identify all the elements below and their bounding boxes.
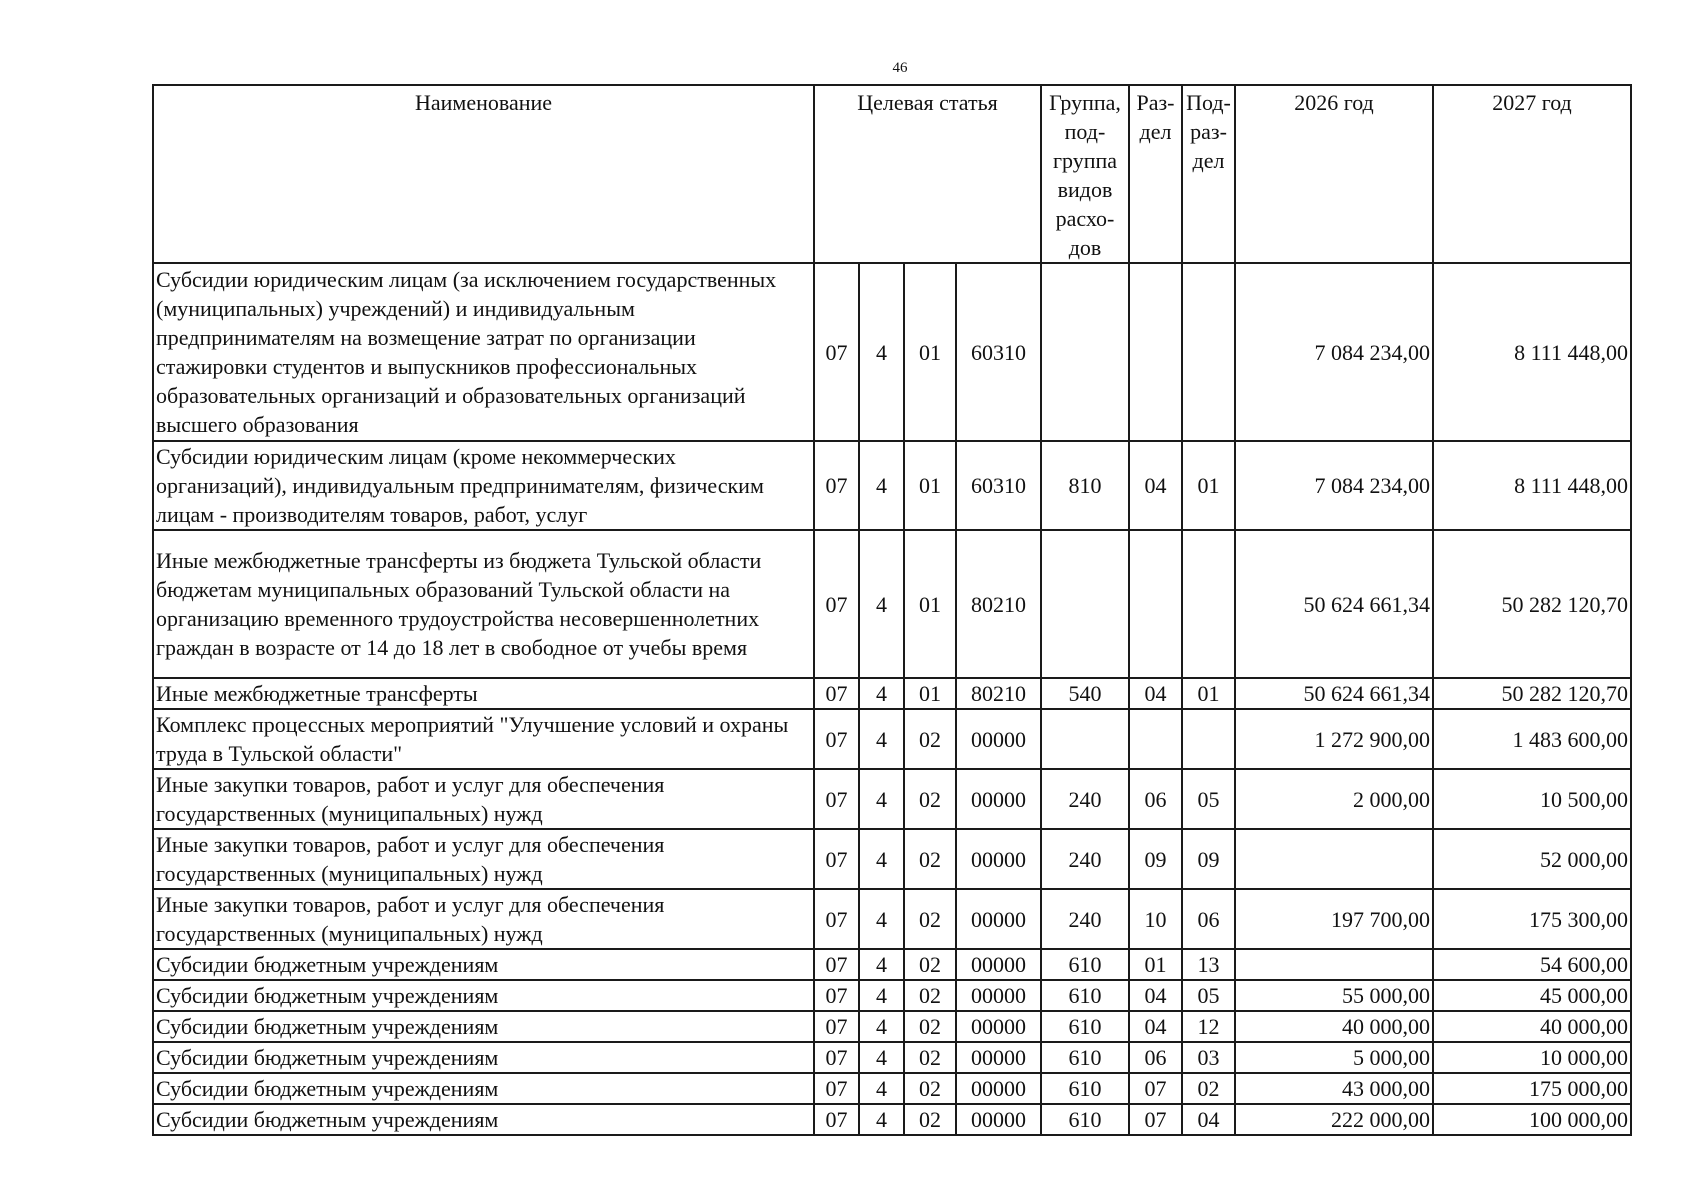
expense-group-cell: 610	[1041, 949, 1129, 980]
target-code-4: 00000	[956, 1104, 1041, 1135]
header-year-2026: 2026 год	[1235, 85, 1433, 263]
amount-2026	[1235, 829, 1433, 889]
target-code-2: 4	[859, 441, 904, 530]
target-code-3: 01	[904, 530, 956, 678]
target-code-1: 07	[814, 709, 859, 769]
row-name: Субсидии бюджетным учреждениям	[153, 1011, 814, 1042]
expense-group-cell: 610	[1041, 1073, 1129, 1104]
header-year-2027: 2027 год	[1433, 85, 1631, 263]
section-cell	[1129, 709, 1182, 769]
table-row	[153, 829, 1631, 889]
row-name: Иные закупки товаров, работ и услуг для обеспечения государственных (муниципальных) нужд	[153, 889, 814, 949]
expense-group-cell: 810	[1041, 441, 1129, 530]
subsection-cell: 03	[1182, 1042, 1235, 1073]
subsection-cell: 05	[1182, 769, 1235, 829]
target-code-3: 02	[904, 709, 956, 769]
subsection-cell: 01	[1182, 678, 1235, 709]
expense-group-cell: 240	[1041, 829, 1129, 889]
expense-group-cell: 610	[1041, 1042, 1129, 1073]
table-row	[153, 1073, 1631, 1104]
table-row	[153, 1011, 1631, 1042]
target-code-1: 07	[814, 769, 859, 829]
section-cell	[1129, 263, 1182, 441]
target-code-1: 07	[814, 678, 859, 709]
amount-2026: 50 624 661,34	[1235, 530, 1433, 678]
target-code-4: 00000	[956, 980, 1041, 1011]
amount-2027: 40 000,00	[1433, 1011, 1631, 1042]
amount-2027: 52 000,00	[1433, 829, 1631, 889]
target-code-1: 07	[814, 980, 859, 1011]
section-cell: 04	[1129, 678, 1182, 709]
target-code-4: 00000	[956, 709, 1041, 769]
target-code-3: 02	[904, 949, 956, 980]
target-code-1: 07	[814, 1011, 859, 1042]
subsection-cell: 02	[1182, 1073, 1235, 1104]
row-name: Субсидии бюджетным учреждениям	[153, 949, 814, 980]
target-code-4: 60310	[956, 441, 1041, 530]
target-code-1: 07	[814, 1104, 859, 1135]
target-code-1: 07	[814, 441, 859, 530]
header-section: Раз-дел	[1129, 85, 1182, 263]
target-code-1: 07	[814, 949, 859, 980]
amount-2027: 8 111 448,00	[1433, 441, 1631, 530]
table-row	[153, 709, 1631, 769]
target-code-4: 00000	[956, 1073, 1041, 1104]
target-code-3: 02	[904, 1042, 956, 1073]
target-code-4: 00000	[956, 769, 1041, 829]
amount-2027: 50 282 120,70	[1433, 678, 1631, 709]
amount-2026: 55 000,00	[1235, 980, 1433, 1011]
target-code-2: 4	[859, 709, 904, 769]
amount-2027: 8 111 448,00	[1433, 263, 1631, 441]
table-row	[153, 1042, 1631, 1073]
subsection-cell: 01	[1182, 441, 1235, 530]
target-code-2: 4	[859, 769, 904, 829]
target-code-4: 80210	[956, 678, 1041, 709]
table-row	[153, 980, 1631, 1011]
target-code-3: 02	[904, 1011, 956, 1042]
target-code-3: 01	[904, 441, 956, 530]
amount-2026: 7 084 234,00	[1235, 441, 1433, 530]
target-code-2: 4	[859, 889, 904, 949]
amount-2026: 5 000,00	[1235, 1042, 1433, 1073]
row-name: Субсидии бюджетным учреждениям	[153, 1042, 814, 1073]
target-code-2: 4	[859, 1042, 904, 1073]
row-name: Иные закупки товаров, работ и услуг для обеспечения государственных (муниципальных) нужд	[153, 769, 814, 829]
subsection-cell: 06	[1182, 889, 1235, 949]
amount-2027: 10 500,00	[1433, 769, 1631, 829]
target-code-2: 4	[859, 1104, 904, 1135]
target-code-4: 00000	[956, 1042, 1041, 1073]
section-cell: 06	[1129, 1042, 1182, 1073]
amount-2026: 222 000,00	[1235, 1104, 1433, 1135]
amount-2027: 10 000,00	[1433, 1042, 1631, 1073]
row-name: Субсидии бюджетным учреждениям	[153, 1073, 814, 1104]
table-row	[153, 1104, 1631, 1135]
target-code-4: 00000	[956, 889, 1041, 949]
section-cell: 04	[1129, 980, 1182, 1011]
target-code-1: 07	[814, 263, 859, 441]
target-code-3: 01	[904, 263, 956, 441]
target-code-2: 4	[859, 949, 904, 980]
section-cell: 04	[1129, 1011, 1182, 1042]
amount-2027: 175 000,00	[1433, 1073, 1631, 1104]
row-name: Иные межбюджетные трансферты из бюджета Тульской области бюджетам муниципальных образований Тульской области на организацию временного трудоустройства несовершеннолетних граждан в возрасте от 14 до 18 лет в свободное от учебы время	[153, 530, 814, 678]
row-name: Комплекс процессных мероприятий "Улучшение условий и охраны труда в Тульской области"	[153, 709, 814, 769]
target-code-1: 07	[814, 530, 859, 678]
header-row	[153, 85, 1631, 263]
amount-2026: 7 084 234,00	[1235, 263, 1433, 441]
section-cell: 07	[1129, 1073, 1182, 1104]
expense-group-cell: 240	[1041, 769, 1129, 829]
expense-group-cell: 610	[1041, 980, 1129, 1011]
expense-group-cell: 610	[1041, 1104, 1129, 1135]
table-row	[153, 263, 1631, 441]
subsection-cell: 13	[1182, 949, 1235, 980]
subsection-cell: 05	[1182, 980, 1235, 1011]
target-code-4: 80210	[956, 530, 1041, 678]
expense-group-cell	[1041, 263, 1129, 441]
amount-2027: 1 483 600,00	[1433, 709, 1631, 769]
section-cell: 04	[1129, 441, 1182, 530]
subsection-cell: 04	[1182, 1104, 1235, 1135]
target-code-2: 4	[859, 1011, 904, 1042]
target-code-1: 07	[814, 1073, 859, 1104]
section-cell: 01	[1129, 949, 1182, 980]
page-number: 46	[892, 60, 908, 76]
amount-2026: 43 000,00	[1235, 1073, 1433, 1104]
row-name: Субсидии бюджетным учреждениям	[153, 1104, 814, 1135]
target-code-4: 00000	[956, 1011, 1041, 1042]
subsection-cell	[1182, 530, 1235, 678]
expense-group-cell: 240	[1041, 889, 1129, 949]
expense-group-cell	[1041, 709, 1129, 769]
amount-2027: 54 600,00	[1433, 949, 1631, 980]
target-code-2: 4	[859, 530, 904, 678]
amount-2027: 100 000,00	[1433, 1104, 1631, 1135]
target-code-3: 02	[904, 889, 956, 949]
table-row	[153, 441, 1631, 530]
amount-2026: 40 000,00	[1235, 1011, 1433, 1042]
section-cell: 06	[1129, 769, 1182, 829]
section-cell: 07	[1129, 1104, 1182, 1135]
amount-2027: 175 300,00	[1433, 889, 1631, 949]
target-code-3: 02	[904, 980, 956, 1011]
header-name: Наименование	[153, 85, 814, 263]
target-code-1: 07	[814, 889, 859, 949]
amount-2026: 1 272 900,00	[1235, 709, 1433, 769]
target-code-4: 00000	[956, 949, 1041, 980]
target-code-4: 60310	[956, 263, 1041, 441]
table-row	[153, 530, 1631, 678]
target-code-2: 4	[859, 829, 904, 889]
section-cell: 09	[1129, 829, 1182, 889]
target-code-1: 07	[814, 829, 859, 889]
amount-2027: 50 282 120,70	[1433, 530, 1631, 678]
target-code-3: 02	[904, 1073, 956, 1104]
expense-group-cell	[1041, 530, 1129, 678]
row-name: Субсидии бюджетным учреждениям	[153, 980, 814, 1011]
amount-2026: 197 700,00	[1235, 889, 1433, 949]
target-code-3: 02	[904, 769, 956, 829]
budget-table	[152, 84, 1632, 1136]
subsection-cell: 12	[1182, 1011, 1235, 1042]
row-name: Иные межбюджетные трансферты	[153, 678, 814, 709]
target-code-4: 00000	[956, 829, 1041, 889]
section-cell	[1129, 530, 1182, 678]
target-code-2: 4	[859, 263, 904, 441]
subsection-cell	[1182, 709, 1235, 769]
table-row	[153, 949, 1631, 980]
target-code-3: 02	[904, 829, 956, 889]
header-expense-group: Группа, под-группа видов расхо-дов	[1041, 85, 1129, 263]
row-name: Субсидии юридическим лицам (кроме некоммерческих организаций), индивидуальным предпринимателям, физическим лицам - производителям товаров, работ, услуг	[153, 441, 814, 530]
expense-group-cell: 610	[1041, 1011, 1129, 1042]
amount-2026	[1235, 949, 1433, 980]
header-target-article: Целевая статья	[814, 85, 1041, 263]
target-code-2: 4	[859, 678, 904, 709]
amount-2027: 45 000,00	[1433, 980, 1631, 1011]
subsection-cell: 09	[1182, 829, 1235, 889]
target-code-3: 02	[904, 1104, 956, 1135]
table-row	[153, 678, 1631, 709]
table-row	[153, 769, 1631, 829]
row-name: Иные закупки товаров, работ и услуг для обеспечения государственных (муниципальных) нужд	[153, 829, 814, 889]
expense-group-cell: 540	[1041, 678, 1129, 709]
target-code-2: 4	[859, 1073, 904, 1104]
table-row	[153, 889, 1631, 949]
amount-2026: 2 000,00	[1235, 769, 1433, 829]
amount-2026: 50 624 661,34	[1235, 678, 1433, 709]
target-code-3: 01	[904, 678, 956, 709]
row-name: Субсидии юридическим лицам (за исключением государственных (муниципальных) учреждений) и индивидуальным предпринимателям на возмещение затрат по организации стажировки студентов и выпускников профессиональных образовательных организаций и образовательных организаций высшего образования	[153, 263, 814, 441]
subsection-cell	[1182, 263, 1235, 441]
target-code-1: 07	[814, 1042, 859, 1073]
section-cell: 10	[1129, 889, 1182, 949]
target-code-2: 4	[859, 980, 904, 1011]
header-subsection: Под-раз-дел	[1182, 85, 1235, 263]
